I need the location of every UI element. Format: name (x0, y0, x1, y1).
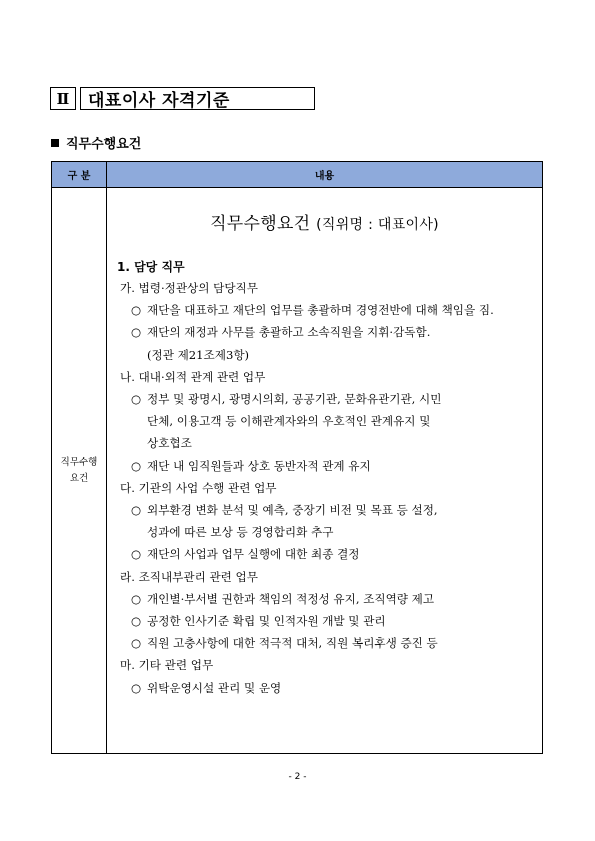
content-title-main: 직무수행요건 (210, 214, 311, 234)
list-item (107, 610, 542, 632)
header-category: 구 분 (52, 162, 107, 188)
subheading-text: 직무수행요건 (66, 137, 142, 152)
list-item-text: 재단 내 임직원들과 상호 동반자적 관계 유지 (147, 458, 371, 473)
page-number: - 2 - (288, 772, 307, 782)
list-item-text: 다. 기관의 사업 수행 관련 업무 (120, 480, 277, 495)
circle-bullet-icon: ○ (131, 503, 142, 518)
list-item-text: (정관 제21조제3항) (147, 347, 250, 362)
row-label-line: 요건 (69, 472, 89, 484)
square-bullet-icon (51, 139, 59, 147)
list-item (107, 566, 542, 588)
list-item-text: 정부 및 광명시, 광명시의회, 공공기관, 문화유관기관, 시민 (147, 392, 442, 407)
list-item (107, 299, 542, 321)
section-title: 대표이사 자격기준 (80, 87, 315, 110)
list-item (107, 366, 542, 388)
circle-bullet-icon: ○ (131, 458, 142, 473)
duty-list (107, 277, 542, 699)
list-item-text: 상호협조 (147, 436, 192, 451)
list-item-text: 재단을 대표하고 재단의 업무를 총괄하며 경영전반에 대해 책임을 짐. (147, 303, 494, 318)
list-item-text: 재단의 재정과 사무를 총괄하고 소속직원을 지휘·감독함. (147, 325, 431, 340)
list-item (107, 321, 542, 343)
circle-bullet-icon: ○ (131, 614, 142, 629)
list-item (107, 455, 542, 477)
list-item-text: 단체, 이용고객 등 이해관계자와의 우호적인 관계유지 및 (147, 414, 431, 429)
list-item (107, 677, 542, 699)
list-item (107, 499, 542, 521)
content-cell (107, 188, 543, 754)
header-content: 내용 (107, 162, 543, 188)
section-number: Ⅱ (50, 87, 76, 110)
list-item (107, 543, 542, 565)
section-header (50, 87, 315, 110)
list-item (107, 344, 542, 366)
table-header-row (52, 162, 543, 188)
circle-bullet-icon: ○ (131, 392, 142, 407)
table-row (52, 188, 543, 754)
content-title (107, 209, 542, 234)
subheading (51, 133, 141, 152)
list-item-text: 공정한 인사기준 확립 및 인적자원 개발 및 관리 (147, 614, 386, 629)
list-item-text: 직원 고충사항에 대한 적극적 대처, 직원 복리후생 증진 등 (147, 636, 438, 651)
list-item (107, 410, 542, 432)
list-item (107, 432, 542, 454)
list-item-text: 성과에 따른 보상 등 경영합리화 추구 (147, 525, 334, 540)
list-item (107, 588, 542, 610)
circle-bullet-icon: ○ (131, 591, 142, 606)
circle-bullet-icon: ○ (131, 547, 142, 562)
list-item-text: 위탁운영시설 관리 및 운영 (147, 680, 282, 695)
section-1-heading: 1. 담당 직무 (117, 260, 185, 274)
row-label (52, 188, 107, 754)
list-item-text: 마. 기타 관련 업무 (120, 658, 214, 673)
row-label-line: 직무수행 (60, 456, 98, 468)
content-title-suffix: (직위명 : 대표이사) (316, 217, 439, 233)
circle-bullet-icon: ○ (131, 636, 142, 651)
circle-bullet-icon: ○ (131, 325, 142, 340)
list-item-text: 라. 조직내부관리 관련 업무 (120, 569, 258, 584)
circle-bullet-icon: ○ (131, 680, 142, 695)
list-item-text: 재단의 사업과 업무 실행에 대한 최종 결정 (147, 547, 360, 562)
requirements-table (51, 161, 543, 754)
list-item-text: 나. 대내·외적 관계 관련 업무 (120, 369, 266, 384)
list-item-text: 개인별·부서별 권한과 책임의 적정성 유지, 조직역량 제고 (147, 591, 435, 606)
list-item (107, 277, 542, 299)
list-item (107, 632, 542, 654)
list-item (107, 388, 542, 410)
list-item (107, 477, 542, 499)
list-item (107, 654, 542, 676)
list-item-text: 가. 법령·정관상의 담당직무 (120, 281, 258, 295)
list-item-text: 외부환경 변화 분석 및 예측, 중장기 비전 및 목표 등 설정, (147, 503, 438, 518)
circle-bullet-icon: ○ (131, 303, 142, 318)
list-item (107, 521, 542, 543)
